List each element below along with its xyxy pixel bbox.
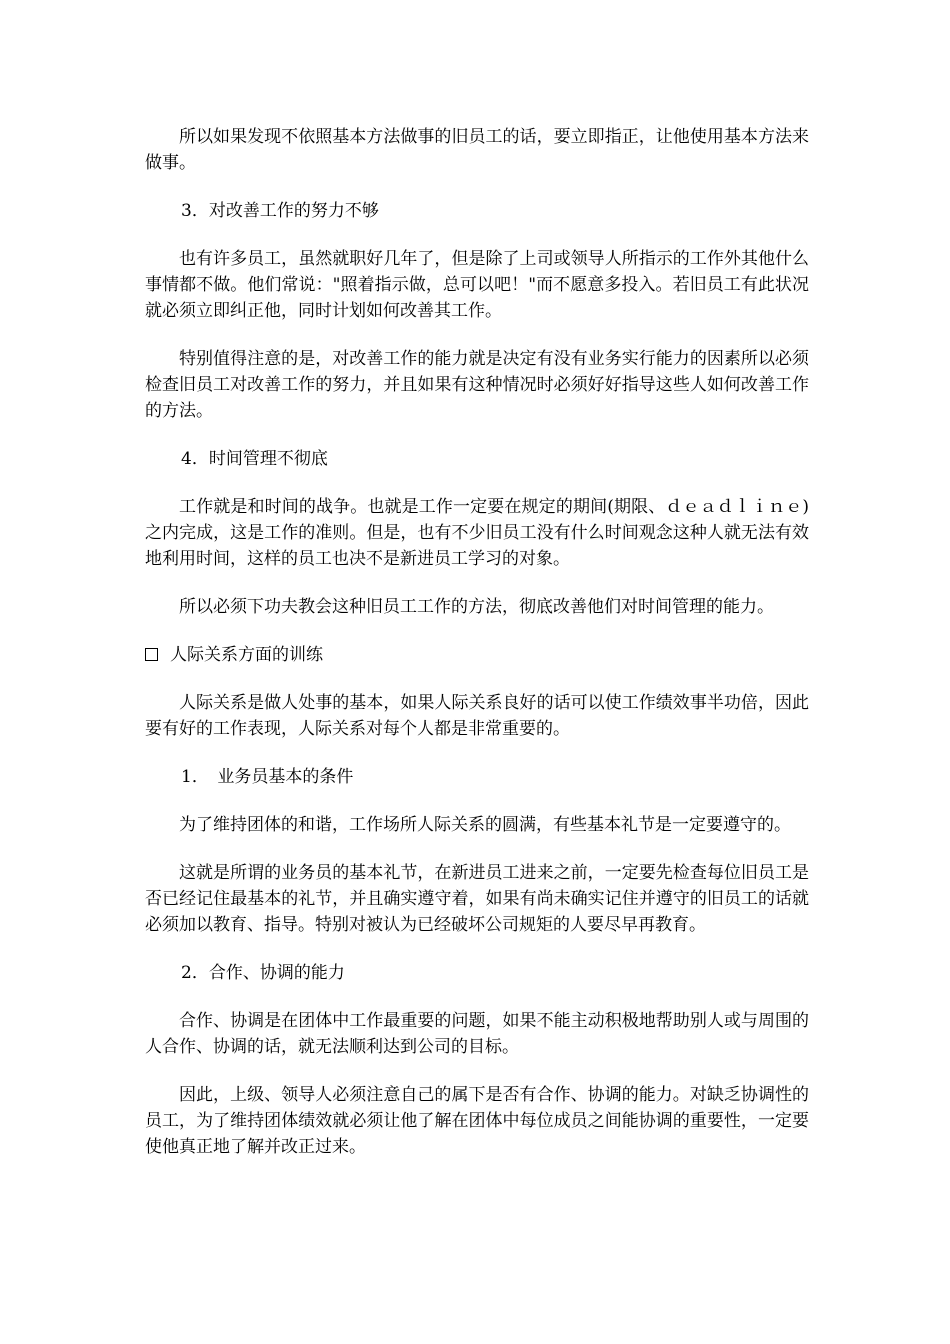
section-heading-text: 人际关系方面的训练 bbox=[170, 645, 323, 665]
subheading: 2．合作、协调的能力 bbox=[181, 963, 345, 983]
paragraph: 因此，上级、领导人必须注意自己的属下是否有合作、协调的能力。对缺乏协调性的员工，为了维持团体绩效就必须让他了解在团体中每位成员之间能协调的重要性，一定要使他真正地了解并改正过来。 bbox=[145, 1085, 809, 1157]
section-heading bbox=[145, 642, 809, 668]
checkbox-square-icon bbox=[145, 648, 158, 661]
subheading: 4．时间管理不彻底 bbox=[181, 449, 328, 469]
subheading: 3．对改善工作的努力不够 bbox=[181, 201, 379, 221]
paragraph: 所以必须下功夫教会这种旧员工工作的方法，彻底改善他们对时间管理的能力。 bbox=[179, 597, 774, 617]
paragraph: 这就是所谓的业务员的基本礼节，在新进员工进来之前，一定要先检查每位旧员工是否已经记住最基本的礼节，并且确实遵守着，如果有尚未确实记住并遵守的旧员工的话就必须加以教育、指导。特别对被认为已经破坏公司规矩的人要尽早再教育。 bbox=[145, 863, 809, 935]
paragraph: 所以如果发现不依照基本方法做事的旧员工的话，要立即指正，让他使用基本方法来做事。 bbox=[145, 127, 809, 173]
subheading: 1． 业务员基本的条件 bbox=[181, 767, 354, 787]
paragraph: 特别值得注意的是，对改善工作的能力就是决定有没有业务实行能力的因素所以必须检查旧员工对改善工作的努力，并且如果有这种情况时必须好好指导这些人如何改善工作的方法。 bbox=[145, 349, 809, 421]
document-body bbox=[145, 124, 809, 1182]
paragraph: 也有许多员工，虽然就职好几年了，但是除了上司或领导人所指示的工作外其他什么事情都不做。他们常说："照着指示做，总可以吧！"而不愿意多投入。若旧员工有此状况就必须立即纠正他，同时计划如何改善其工作。 bbox=[145, 249, 809, 321]
paragraph: 合作、协调是在团体中工作最重要的问题，如果不能主动积极地帮助别人或与周围的人合作、协调的话，就无法顺利达到公司的目标。 bbox=[145, 1011, 809, 1057]
paragraph: 工作就是和时间的战争。也就是工作一定要在规定的期间(期限、ｄｅａｄｌｉｎｅ)之内完成，这是工作的准则。但是，也有不少旧员工没有什么时间观念这种人就无法有效地利用时间，这样的员工也决不是新进员工学习的对象。 bbox=[145, 497, 809, 569]
paragraph: 人际关系是做人处事的基本，如果人际关系良好的话可以使工作绩效事半功倍，因此要有好的工作表现，人际关系对每个人都是非常重要的。 bbox=[145, 693, 809, 739]
paragraph: 为了维持团体的和谐，工作场所人际关系的圆满，有些基本礼节是一定要遵守的。 bbox=[179, 815, 791, 835]
